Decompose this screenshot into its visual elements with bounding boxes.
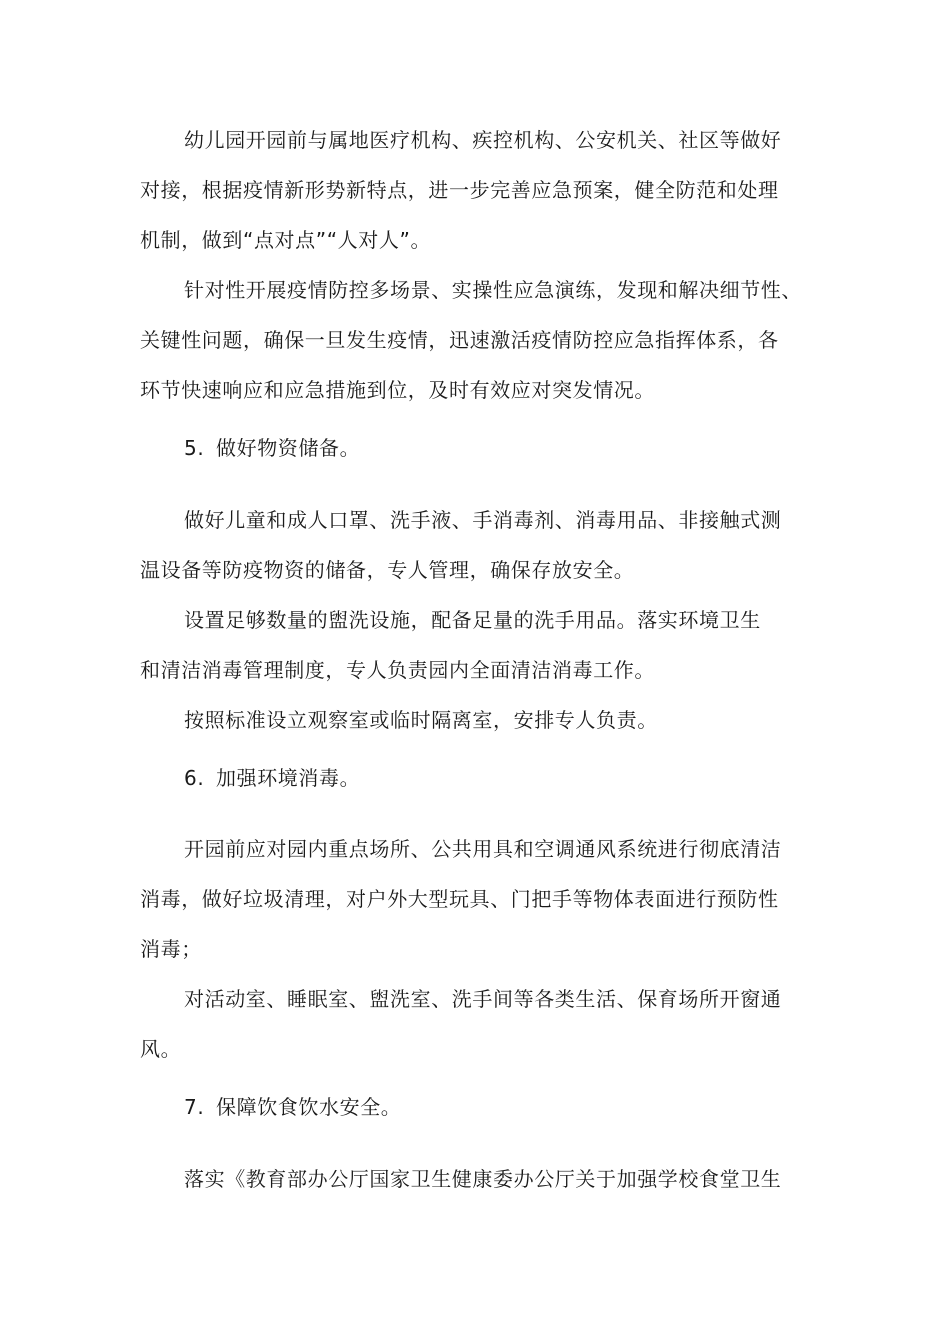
paragraph-1-line-3: 机制，做到“点对点”“人对人”。 xyxy=(140,228,432,252)
paragraph-8-line-2: 消毒，做好垃圾清理，对户外大型玩具、门把手等物体表面进行预防性 xyxy=(140,887,779,911)
section-heading-7 xyxy=(184,1093,401,1121)
paragraph-1-line-2: 对接，根据疫情新形势新特点，进一步完善应急预案，健全防范和处理 xyxy=(140,178,779,202)
paragraph-9-line-2: 风。 xyxy=(140,1037,182,1061)
section-heading-5 xyxy=(184,434,360,462)
paragraph-5-line-1: 设置足够数量的盥洗设施，配备足量的洗手用品。落实环境卫生 xyxy=(184,608,761,632)
paragraph-2-line-2: 关键性问题，确保一旦发生疫情，迅速激活疫情防控应急指挥体系，各 xyxy=(140,328,779,352)
paragraph-11-line-1: 落实《教育部办公厅国家卫生健康委办公厅关于加强学校食堂卫生 xyxy=(184,1167,782,1191)
paragraph-8-line-3: 消毒； xyxy=(140,937,202,961)
paragraph-8-line-1: 开园前应对园内重点场所、公共用具和空调通风系统进行彻底清洁 xyxy=(184,837,782,861)
section-title: 加强环境消毒。 xyxy=(216,766,361,790)
paragraph-9-line-1: 对活动室、睡眠室、盥洗室、洗手间等各类生活、保育场所开窗通 xyxy=(184,987,782,1011)
section-number: 6. xyxy=(184,766,205,790)
paragraph-4-line-2: 温设备等防疫物资的储备，专人管理，确保存放安全。 xyxy=(140,558,635,582)
section-title: 保障饮食饮水安全。 xyxy=(216,1095,402,1119)
paragraph-1-line-1: 幼儿园开园前与属地医疗机构、疾控机构、公安机关、社区等做好 xyxy=(184,128,782,152)
paragraph-2-line-3: 环节快速响应和应急措施到位，及时有效应对突发情况。 xyxy=(140,378,655,402)
paragraph-5-line-2: 和清洁消毒管理制度，专人负责园内全面清洁消毒工作。 xyxy=(140,658,655,682)
section-number: 5. xyxy=(184,436,205,460)
section-number: 7. xyxy=(184,1095,205,1119)
paragraph-2-line-1: 针对性开展疫情防控多场景、实操性应急演练，发现和解决细节性、 xyxy=(184,278,802,302)
paragraph-4-line-1: 做好儿童和成人口罩、洗手液、手消毒剂、消毒用品、非接触式测 xyxy=(184,508,782,532)
section-heading-6 xyxy=(184,764,360,792)
section-title: 做好物资储备。 xyxy=(216,436,361,460)
paragraph-6-line-1: 按照标准设立观察室或临时隔离室，安排专人负责。 xyxy=(184,708,658,732)
